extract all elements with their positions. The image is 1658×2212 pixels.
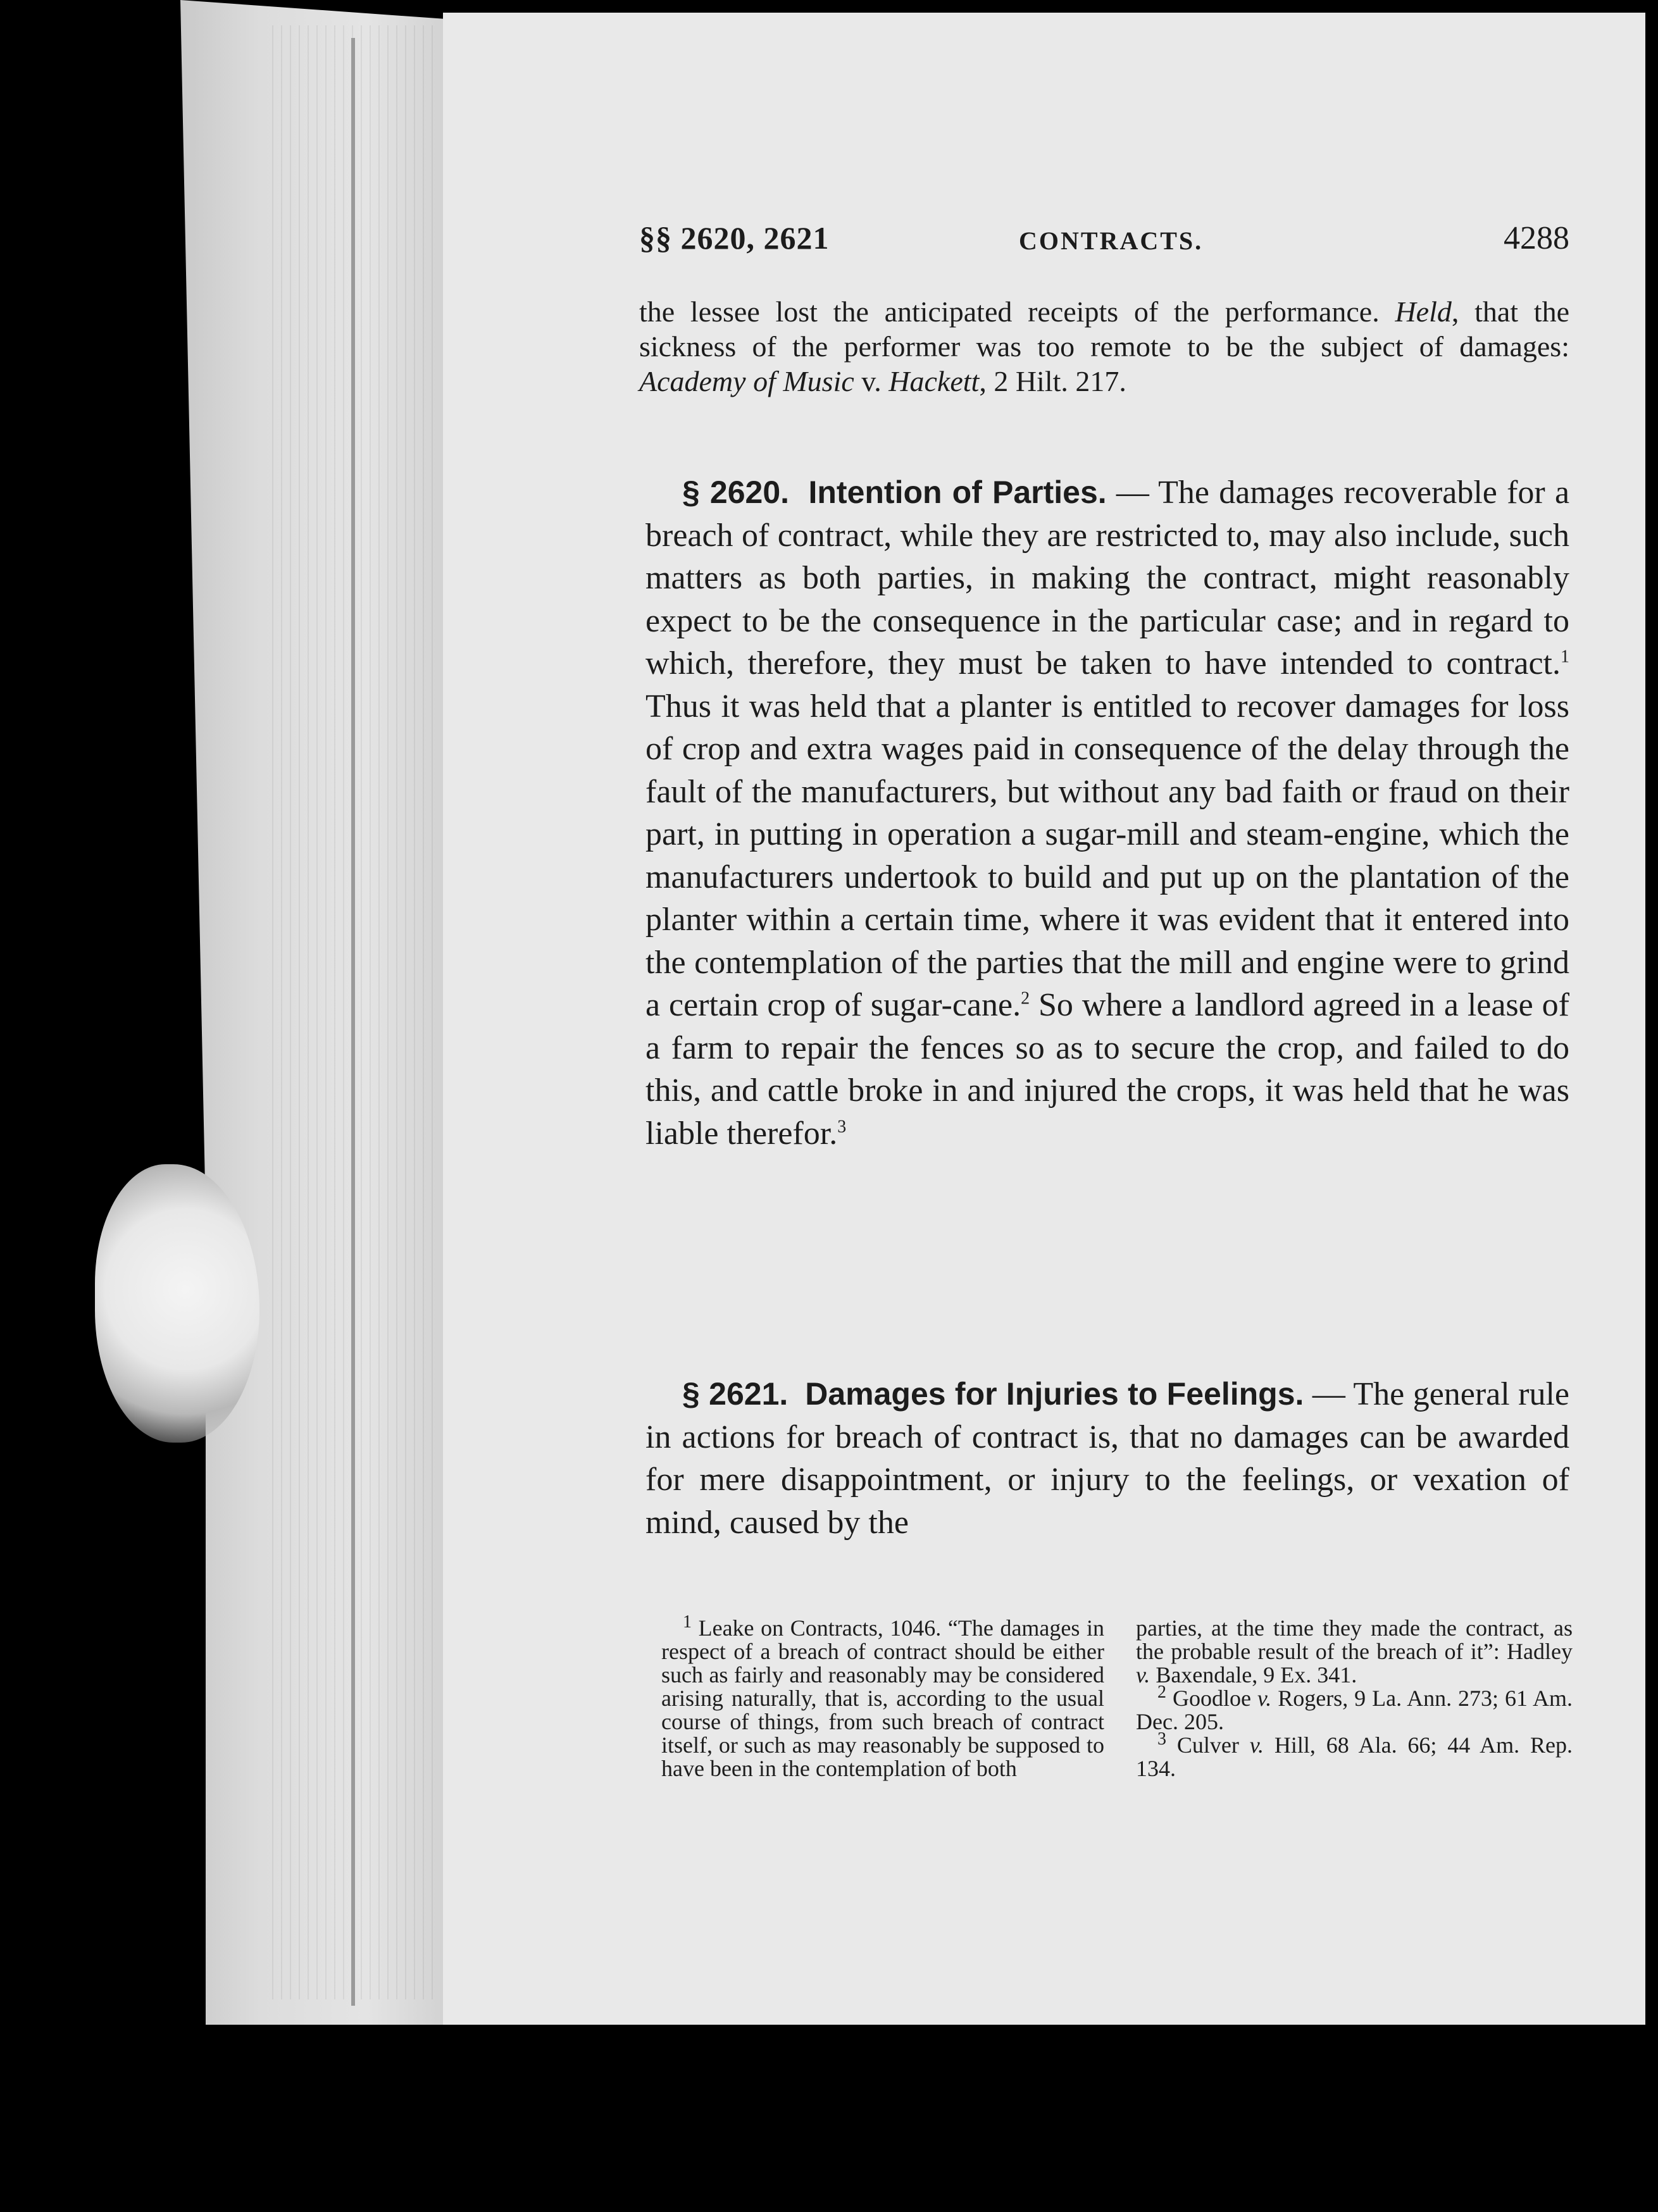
header-title: CONTRACTS. bbox=[1019, 227, 1204, 255]
footnote-ref: 3 bbox=[837, 1117, 847, 1137]
footnote-1 bbox=[661, 1612, 1104, 1781]
footnote-versus: v. bbox=[1136, 1662, 1150, 1687]
continuation-line: the lessee lost the anticipated receipts of the performance. bbox=[639, 295, 1380, 328]
section-dash: — bbox=[1304, 1376, 1354, 1412]
footnote-3 bbox=[1136, 1729, 1573, 1781]
header-sections: §§ 2620, 2621 bbox=[639, 220, 830, 256]
case-citation: , 2 Hilt. 217. bbox=[979, 365, 1126, 397]
footnote-text: Culver bbox=[1166, 1732, 1250, 1758]
section-text: The damages recoverable for a breach of contract, while they are restricted to, may also include, such matters as both parties, in making the contract, might reasonably expect to be the consequence in the particular case; and in regard to which, therefore, they must be taken to have intended to contract. bbox=[645, 475, 1570, 681]
footnote-1-continued bbox=[1136, 1617, 1573, 1687]
continuation-paragraph bbox=[639, 294, 1569, 399]
section-text: Thus it was held that a planter is entitled to recover damages for loss of crop and extra wages paid in consequence of the delay through the fault of the manufacturers, but without any bad faith or fraud on their part, in putting in operation a sugar-mill and steam-engine, which the manufacturers undertook to build and put up on the plantation of the planter within a certain time, where it was evident that it entered into the contemplation of the parties that the mill and engine were to grind a certain crop of sugar-cane. bbox=[645, 688, 1569, 1023]
section-dash: — bbox=[1106, 475, 1159, 511]
footnote-column-left bbox=[661, 1612, 1104, 1781]
footnote-text: Goodloe bbox=[1166, 1686, 1257, 1711]
footnote-text: Rogers, 9 La. Ann. 273; 61 Am. Dec. 205. bbox=[1136, 1686, 1573, 1734]
book-edge-shadow bbox=[351, 38, 355, 2006]
case-party-2: Hackett bbox=[888, 365, 980, 397]
footnote-text: Hill, 68 Ala. 66; 44 Am. Rep. 134. bbox=[1136, 1732, 1573, 1781]
section-text: So where a landlord agreed in a lease of a farm to repair the fences so as to secure the crop, and failed to do this, and cattle broke in and injured the crops, it was held that he was liable therefor. bbox=[645, 987, 1569, 1152]
footnote-2 bbox=[1136, 1682, 1573, 1734]
held-word: Held bbox=[1395, 295, 1452, 328]
footnote-text: Baxendale, 9 Ex. 341. bbox=[1150, 1662, 1357, 1687]
footnote-ref: 1 bbox=[1561, 647, 1569, 667]
footnote-text: parties, at the time they made the contract, as the probable result of the breach of it”: Hadley bbox=[1136, 1615, 1573, 1664]
footnote-mark: 1 bbox=[683, 1612, 692, 1632]
section-title: Intention of Parties. bbox=[808, 475, 1107, 510]
running-header bbox=[639, 212, 1569, 263]
section-2620 bbox=[645, 471, 1569, 1155]
case-party-1: Academy of Music bbox=[639, 365, 854, 397]
case-versus: v. bbox=[854, 365, 889, 397]
footnote-mark: 2 bbox=[1157, 1682, 1166, 1702]
footnote-text: Leake on Contracts, 1046. “The damages in respect of a breach of contract should be either such as fairly and reasonably may be considered arising naturally, that is, according to the usual course of things, from such breach of contract itself, or such as may reasonably be supposed to have been in the contemplation of both bbox=[661, 1615, 1104, 1781]
continuation-text: , that the sickness of the performer was too remote to be the subject of damages: bbox=[639, 295, 1569, 363]
footnote-mark: 3 bbox=[1157, 1729, 1166, 1749]
page-number: 4288 bbox=[1504, 220, 1569, 256]
footnote-column-right bbox=[1136, 1617, 1573, 1780]
footnote-versus: v. bbox=[1257, 1686, 1272, 1711]
book-page bbox=[443, 13, 1645, 2025]
section-text: The general rule in actions for breach of contract is, that no damages can be awarded for mere disappointment, or injury to the feelings, or vexation of mind, caused by the bbox=[645, 1376, 1570, 1541]
section-2621 bbox=[645, 1373, 1569, 1544]
footnote-versus: v. bbox=[1249, 1732, 1264, 1758]
footnote-ref: 2 bbox=[1021, 988, 1030, 1009]
footnotes bbox=[661, 1612, 1573, 1870]
section-title: Damages for Injuries to Feelings. bbox=[805, 1376, 1304, 1412]
section-number: § 2621. bbox=[682, 1376, 788, 1412]
section-number: § 2620. bbox=[682, 475, 790, 510]
